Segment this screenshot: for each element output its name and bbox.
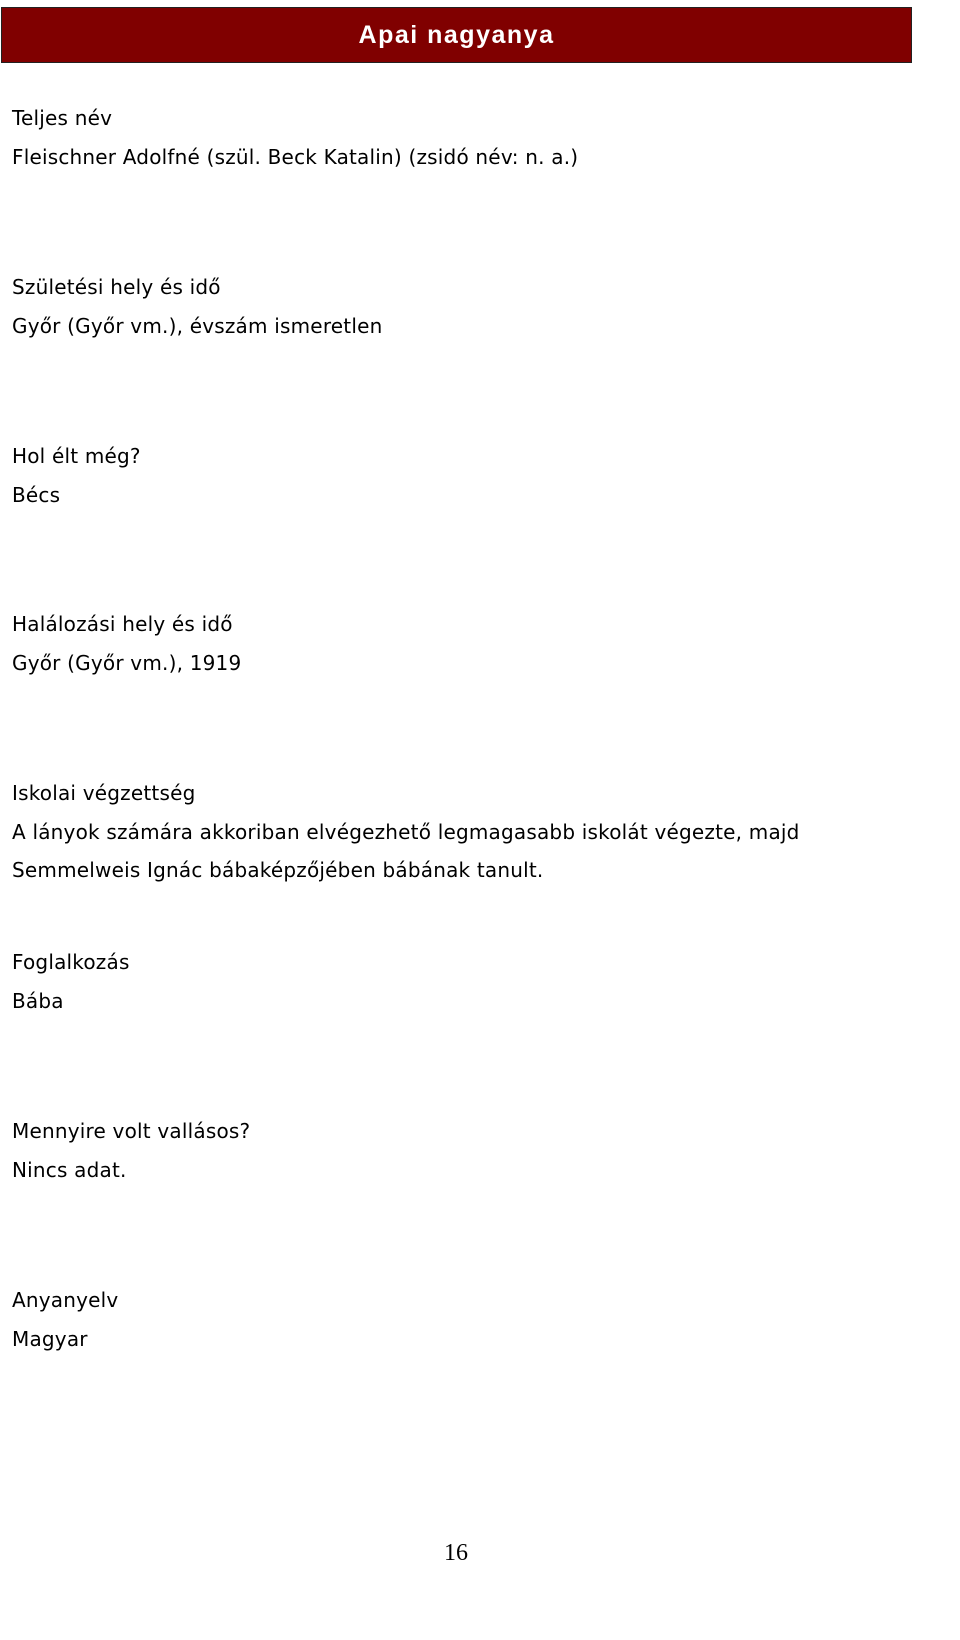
field-label: Foglalkozás <box>12 950 130 974</box>
field-value: Győr (Győr vm.), 1919 <box>12 650 242 675</box>
field-mother-tongue <box>12 1281 912 1358</box>
field-value: Magyar <box>12 1326 88 1351</box>
field-occupation <box>12 943 912 1020</box>
field-value: Bába <box>12 988 64 1013</box>
field-education <box>12 774 912 890</box>
field-value: Semmelweis Ignác bábaképzőjében bábának tanult. <box>12 858 544 882</box>
section-header-bar <box>1 7 912 63</box>
field-value: A lányok számára akkoriban elvégezhető legmagasabb iskolát végezte, majd <box>12 819 800 844</box>
field-label: Iskolai végzettség <box>12 781 196 805</box>
field-value: Bécs <box>12 482 61 507</box>
field-full-name <box>12 99 912 176</box>
field-label: Hol élt még? <box>12 444 141 468</box>
field-label: Anyanyelv <box>12 1288 119 1312</box>
field-religiosity <box>12 1112 912 1189</box>
field-value: Nincs adat. <box>12 1157 127 1182</box>
section-title: Apai nagyanya <box>358 20 555 49</box>
field-label: Születési hely és idő <box>12 275 221 299</box>
field-label: Teljes név <box>12 106 113 130</box>
field-label: Halálozási hely és idő <box>12 612 233 636</box>
page-number: 16 <box>444 1540 468 1566</box>
field-value: Győr (Győr vm.), évszám ismeretlen <box>12 313 383 338</box>
field-death-place-date <box>12 605 912 682</box>
field-label: Mennyire volt vallásos? <box>12 1119 251 1143</box>
field-birth-place-date <box>12 268 912 345</box>
field-value: Fleischner Adolfné (szül. Beck Katalin) (zsidó név: n. a.) <box>12 144 579 169</box>
field-other-residence <box>12 437 912 514</box>
